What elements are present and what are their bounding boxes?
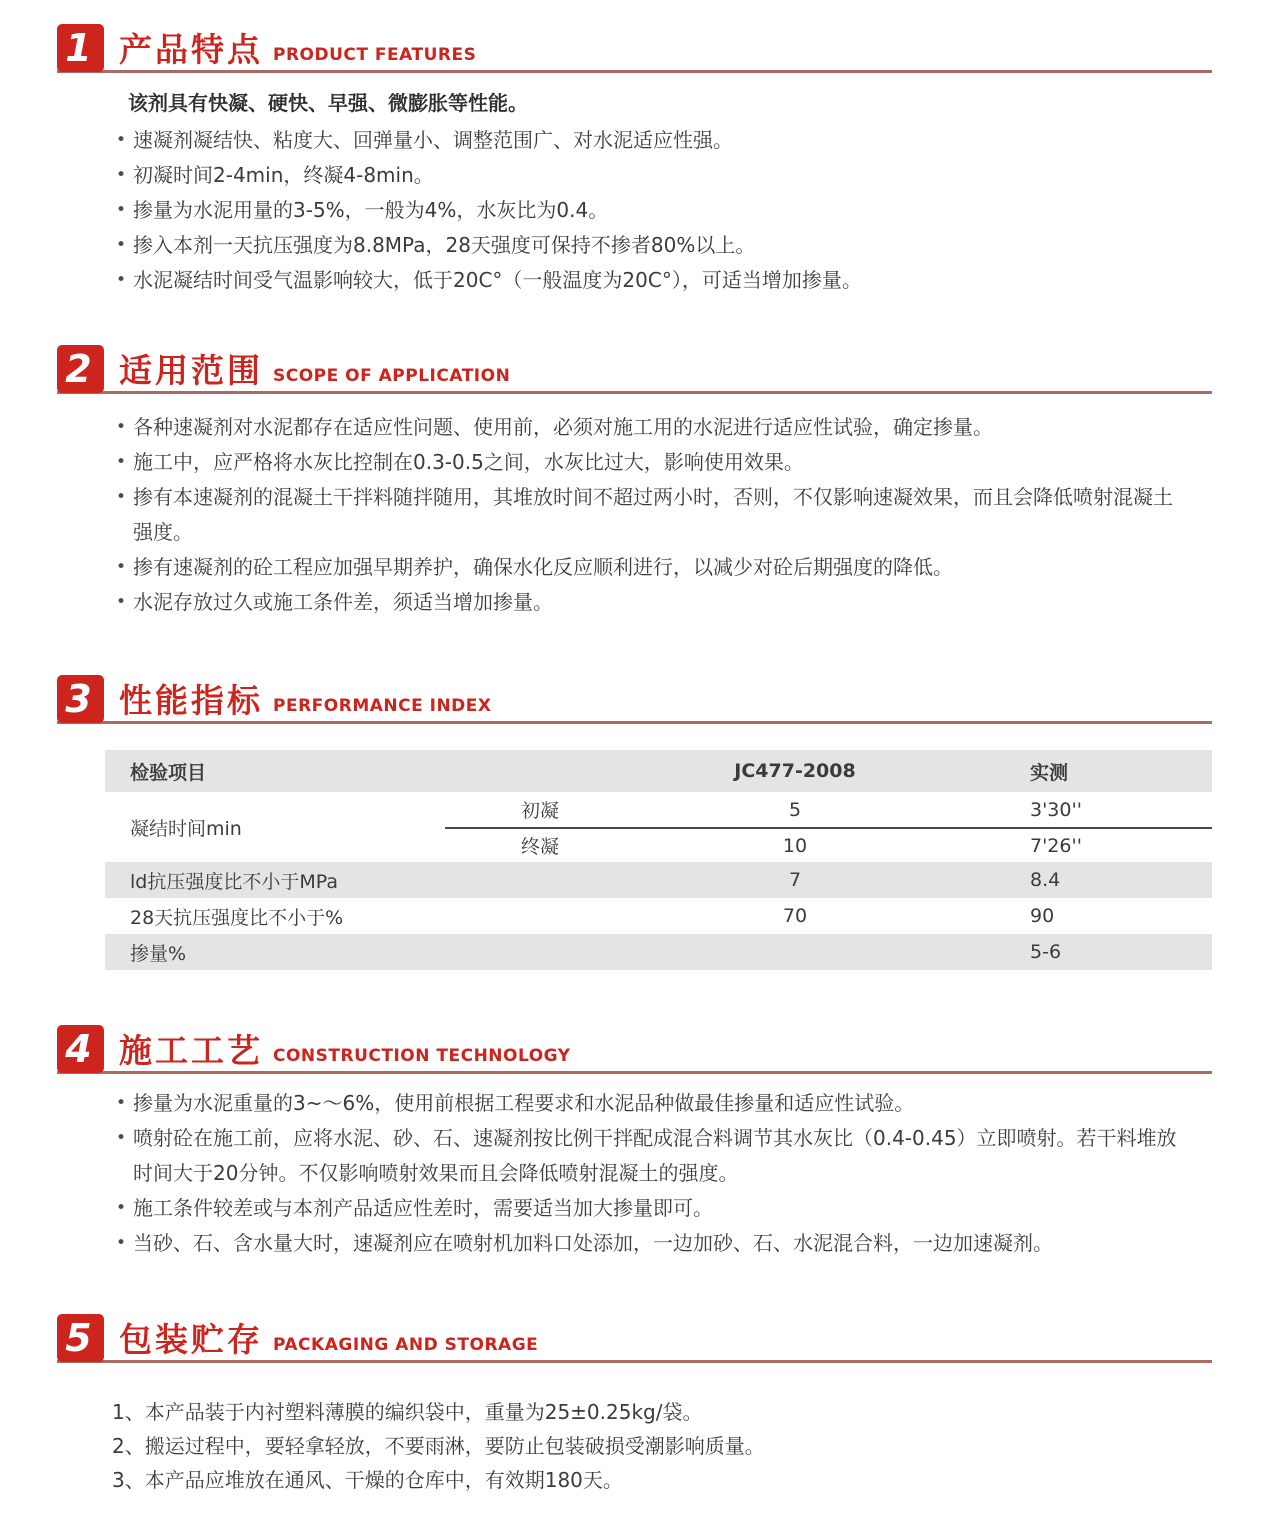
measured-value: 7'26'' [1030,834,1082,857]
section-number-badge: 2 [57,345,104,393]
numbered-list [0,1395,1280,1497]
list-item: • 喷射砼在施工前，应将水泥、砂、石、速凝剂按比例干拌配成混合料调节其水灰比（0.4-0.45）立即喷射。若干料堆放时间大于20分钟。不仅影响喷射效果而且会降低喷射混凝土的强度。 [116,1121,1192,1191]
table-subrow-final-set [445,827,1212,862]
row-label: 掺量% [130,942,187,965]
measured-value: 3'30'' [1030,798,1082,821]
table-header-test-item: 检验项目 [130,761,207,784]
section-number-badge: 1 [57,24,104,72]
list-item: 1、本产品装于内衬塑料薄膜的编织袋中，重量为25±0.25kg/袋。 [112,1400,703,1424]
bullet-list [0,1086,1280,1261]
list-item: • 掺量为水泥重量的3~～6%，使用前根据工程要求和水泥品种做最佳掺量和适应性试验。 [116,1086,1192,1121]
section-title: 产品特点 [119,30,263,69]
list-item: 2、搬运过程中，要轻拿轻放，不要雨淋，要防止包装破损受潮影响质量。 [112,1434,765,1458]
list-item: • 水泥存放过久或施工条件差，须适当增加掺量。 [116,585,1192,620]
section-subtitle: PACKAGING AND STORAGE [273,1335,539,1355]
section-subtitle: SCOPE OF APPLICATION [273,366,511,386]
section-subtitle: PERFORMANCE INDEX [273,696,492,716]
subrow-label: 初凝 [520,800,559,822]
list-item: • 各种速凝剂对水泥都存在适应性问题、使用前，必须对施工用的水泥进行适应性试验，确定掺量。 [116,410,1192,445]
table-header-measured: 实测 [1030,761,1069,784]
list-item: • 施工中，应严格将水灰比控制在0.3-0.5之间，水灰比过大，影响使用效果。 [116,445,1192,480]
section-packaging-and-storage [0,1313,1280,1497]
list-item: • 掺有本速凝剂的混凝土干拌料随拌随用，其堆放时间不超过两小时，否则，不仅影响速凝效果，而且会降低喷射混凝土强度。 [116,480,1192,550]
section-construction-technology [0,1024,1280,1261]
section-title: 性能指标 [119,681,263,720]
table-row-1d-strength [105,862,1212,898]
row-label: 28天抗压强度比不小于% [130,906,344,929]
section-header [57,23,1212,73]
section-scope-of-application [0,344,1280,620]
standard-value: 7 [788,869,802,891]
table-subrow-initial-set [445,792,1212,827]
standard-value: 5 [788,798,802,821]
list-item: • 施工条件较差或与本剂产品适应性差时，需要适当加大掺量即可。 [116,1191,1192,1226]
section-subtitle: PRODUCT FEATURES [273,45,477,65]
list-item: • 掺入本剂一天抗压强度为8.8MPa，28天强度可保持不掺者80%以上。 [116,228,1192,263]
table-header-standard: JC477-2008 [734,760,856,782]
section-performance-index [0,674,1280,970]
section-header [57,1024,1212,1074]
section-header [57,1313,1212,1363]
bullet-list [0,410,1280,620]
list-item: • 速凝剂凝结快、粘度大、回弹量小、调整范围广、对水泥适应性强。 [116,123,1192,158]
section-number-badge: 4 [57,1025,104,1073]
table-row-setting-time [105,792,1212,862]
measured-value: 8.4 [1030,869,1061,891]
performance-table [105,750,1212,970]
list-item: • 当砂、石、含水量大时，速凝剂应在喷射机加料口处添加，一边加砂、石、水泥混合料，一边加速凝剂。 [116,1226,1192,1261]
section-intro: 该剂具有快凝、硬快、早强、微膨胀等性能。 [128,91,528,115]
table-row-dosage [105,934,1212,970]
setting-time-label: 凝结时间min [130,817,242,840]
list-item: • 水泥凝结时间受气温影响较大，低于20C°（一般温度为20C°），可适当增加掺量。 [116,263,1192,298]
section-header [57,674,1212,724]
measured-value: 90 [1030,905,1055,927]
table-row-28d-strength [105,898,1212,934]
setting-time-subrows [445,792,1212,862]
section-subtitle: CONSTRUCTION TECHNOLOGY [273,1046,571,1066]
measured-value: 5-6 [1030,941,1062,963]
section-title: 施工工艺 [119,1031,263,1070]
list-item: • 初凝时间2-4min，终凝4-8min。 [116,158,1192,193]
standard-value: 10 [782,834,808,857]
section-product-features [0,23,1280,298]
section-title: 包装贮存 [119,1320,263,1359]
subrow-label: 终凝 [520,836,559,858]
section-number-badge: 5 [57,1314,104,1362]
bullet-list [0,123,1280,298]
section-title: 适用范围 [119,351,263,390]
section-number-badge: 3 [57,675,104,723]
list-item: • 掺有速凝剂的砼工程应加强早期养护，确保水化反应顺利进行，以减少对砼后期强度的降低。 [116,550,1192,585]
list-item: 3、本产品应堆放在通风、干燥的仓库中，有效期180天。 [112,1468,623,1492]
table-header-row [105,750,1212,792]
section-header [57,344,1212,394]
row-label: ld抗压强度比不小于MPa [130,870,338,893]
list-item: • 掺量为水泥用量的3-5%，一般为4%，水灰比为0.4。 [116,193,1192,228]
standard-value: 70 [782,905,808,927]
